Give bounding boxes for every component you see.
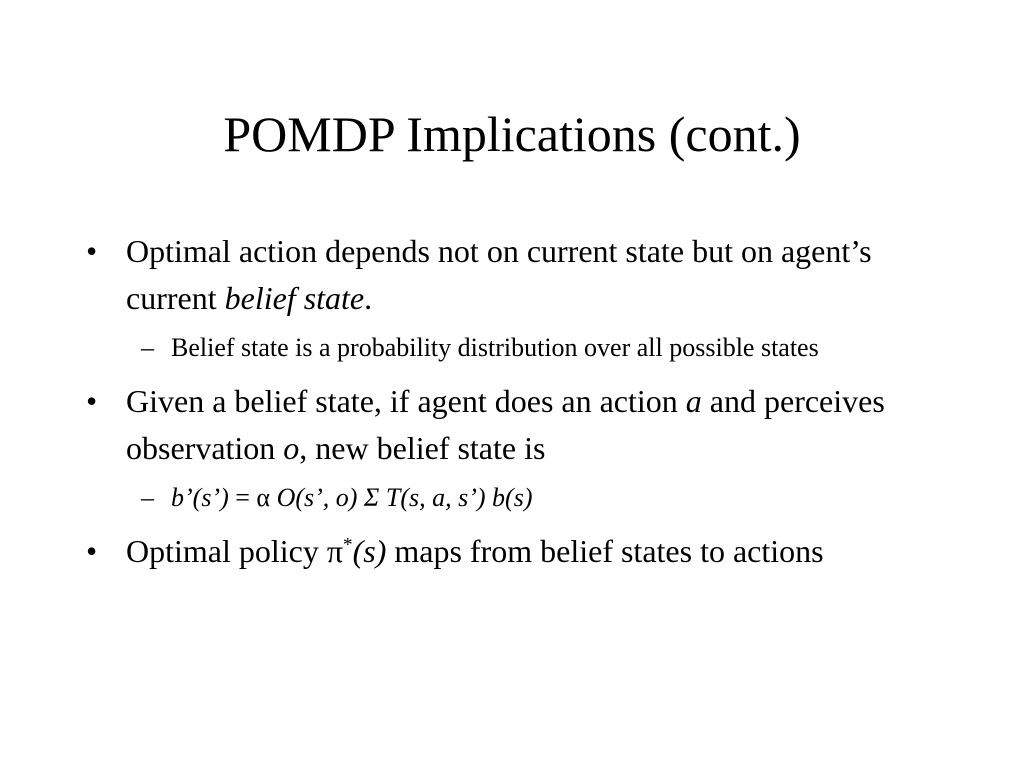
- slide-title: POMDP Implications (cont.): [223, 106, 801, 162]
- bullet-text: Given a belief state, if agent does an action: [126, 383, 686, 419]
- slide-content: [0, 228, 1024, 575]
- subbullet-belief-state: [141, 328, 971, 368]
- bullet-optimal-action: [86, 228, 946, 322]
- policy-arg: (s): [352, 533, 387, 569]
- bullet-text: and perceives observation: [126, 383, 885, 466]
- formula-eq: = α: [235, 483, 277, 512]
- subbullet-text: Belief state is a probability distribution over all possible states: [171, 333, 819, 362]
- formula-rhs: O(s’, o) Σ T(s, a, s’) b(s): [276, 483, 533, 512]
- policy-star: *: [343, 534, 353, 556]
- bullet-marker: •: [86, 233, 98, 269]
- bullet-given-belief: [86, 378, 946, 472]
- bullet-optimal-policy: [86, 528, 946, 575]
- bullet-text: , new belief state is: [299, 430, 546, 466]
- observation-variable: o: [283, 430, 300, 466]
- dash-marker: –: [141, 333, 154, 362]
- bullet-marker: •: [86, 383, 98, 419]
- bullet-text: maps from belief states to actions: [386, 533, 824, 569]
- bullet-emphasis: belief state: [224, 280, 365, 316]
- formula-lhs: b’(s’): [171, 483, 236, 512]
- action-variable: a: [685, 383, 702, 419]
- bullet-marker: •: [86, 533, 98, 569]
- bullet-text: Optimal action depends not on current state but on agent’s current: [126, 233, 872, 316]
- bullet-end: .: [364, 280, 373, 316]
- dash-marker: –: [141, 483, 154, 512]
- bullet-text: Optimal policy π: [126, 533, 344, 569]
- subbullet-formula: [141, 478, 971, 518]
